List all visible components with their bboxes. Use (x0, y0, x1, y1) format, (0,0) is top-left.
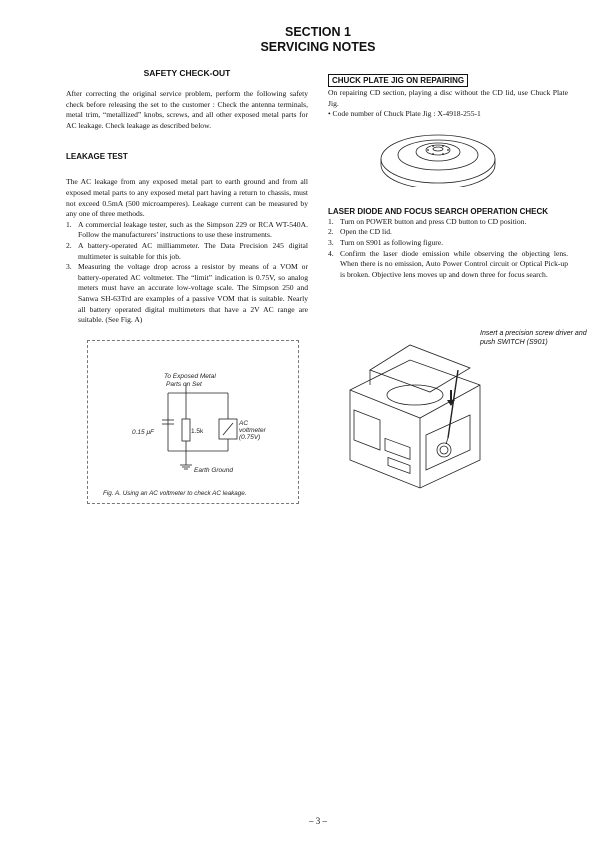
chuck-plate-jig-illustration (378, 125, 498, 187)
leakage-methods-list (66, 220, 308, 326)
list-item: 3. Measuring the voltage drop across a resistor by means of a VOM or battery-operated AC voltmeter. The “limit” indication is 0.75V, so analog meters must have an accurate low-voltage scale. The Simpson 250 and Sanwa SH-63Trd are examples of a passive VOM that is suitable. Nearly all battery operated digital multimeters that have a 2V AC range are suitable. (See Fig. A) (66, 262, 308, 325)
leakage-circuit-diagram (88, 341, 298, 503)
list-item: 4. Confirm the laser diode emission while observing the objecting lens. When there is no emission, Auto Power Control circuit or Optical Pick-up is broken. Objective lens moves up and down three for focus search. (328, 248, 568, 279)
chuck-plate-body: On repairing CD section, playing a disc without the CD lid, use Chuck Plate Jig. (328, 88, 568, 108)
capacitor-label: 0.15 μF (132, 429, 154, 436)
list-item: 2. Open the CD lid. (328, 227, 392, 237)
chuck-plate-title: CHUCK PLATE JIG ON REPAIRING (328, 74, 468, 87)
section-number: SECTION 1 (285, 25, 351, 39)
figure-top-label-2: Parts on Set (166, 381, 202, 388)
figure-top-label-1: To Exposed Metal (164, 373, 216, 380)
leakage-test-title: LEAKAGE TEST (66, 152, 128, 162)
list-item: 3. Turn on S901 as following figure. (328, 237, 444, 247)
safety-check-body: After correcting the original service problem, perform the following safety check before releasing the set to the customer : Check the antenna terminals, metal trim, “metallized” knobs, screws, and all other exposed metal parts for AC leakage. Check leakage as described below. (66, 89, 308, 130)
callout-instruction: Insert a precision screw driver and push SWITCH (S901) (480, 330, 587, 346)
laser-check-title: LASER DIODE AND FOCUS SEARCH OPERATION CHECK (328, 206, 549, 216)
page-number: – 3 – (309, 816, 327, 826)
meter-label-2: voltmeter (239, 427, 266, 434)
ground-label: Earth Ground (194, 467, 234, 474)
chuck-plate-code: • Code number of Chuck Plate Jig : X-4918-255-1 (328, 109, 481, 119)
section-title: SERVICING NOTES (260, 40, 376, 54)
list-item: 1. A commercial leakage tester, such as the Simpson 229 or RCA WT-540A. Follow the manufacturers’ instructions to use these instruments. (66, 219, 308, 240)
meter-label-1: AC (239, 420, 249, 427)
section-heading (0, 25, 595, 55)
laser-steps-list (328, 217, 568, 281)
resistor-label: 1.5k (191, 428, 204, 435)
figure-a (87, 340, 299, 504)
list-item: 2. A battery-operated AC milliammeter. The Data Precision 245 digital multimeter is suitable for this job. (66, 240, 308, 261)
cd-player-illustration (340, 340, 490, 490)
safety-check-title: SAFETY CHECK-OUT (143, 68, 231, 78)
figure-caption: Fig. A. Using an AC voltmeter to check AC leakage. (103, 490, 247, 497)
leakage-test-body: The AC leakage from any exposed metal part to earth ground and from all exposed metal parts to any exposed metal part having a return to chassis, must not exceed 0.5mA (500 microamperes). Leakage current can be measured by any one of three methods. (66, 177, 308, 219)
left-column (66, 68, 308, 326)
meter-label-3: (0.75V) (239, 434, 261, 441)
list-item: 1. Turn on POWER button and press CD button to CD position. (328, 216, 527, 226)
